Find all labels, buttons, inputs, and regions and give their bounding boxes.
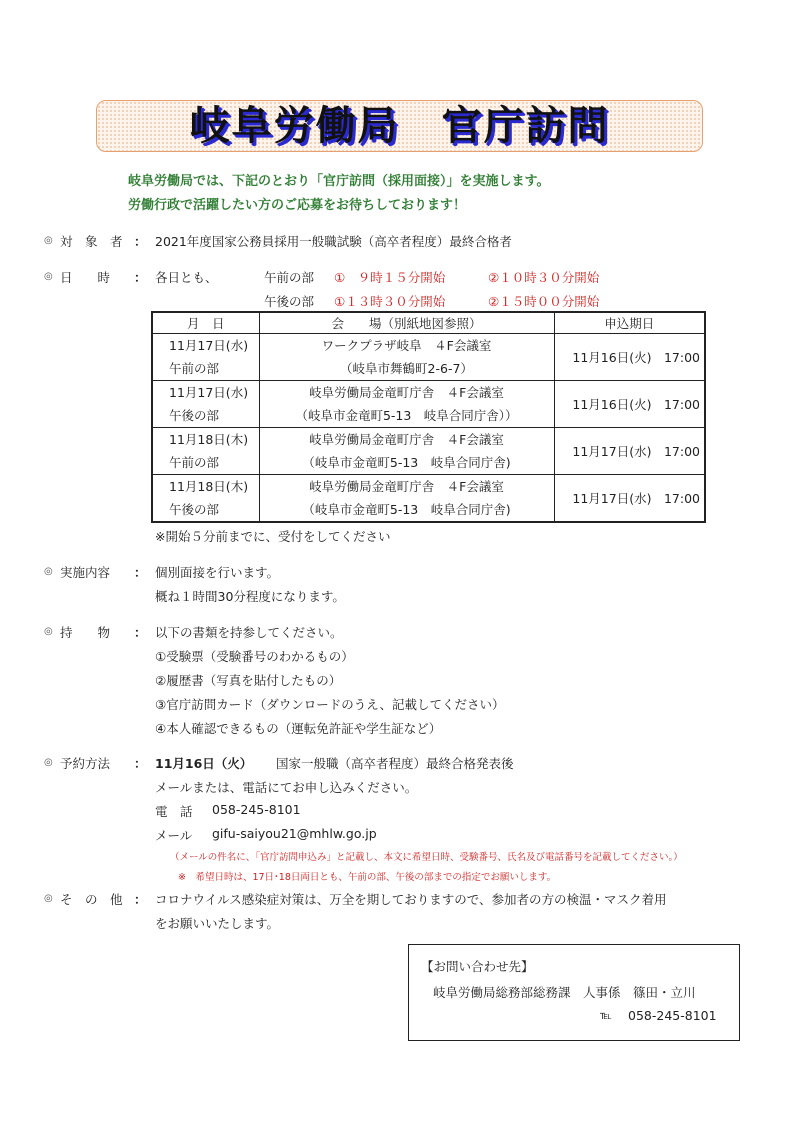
venue-cell [259,334,554,381]
intro-line-2: 労働行政で活躍したい方のご応募をお待ちしております！ [128,198,467,213]
other-line-1: コロナウイルス感染症対策は、万全を期しておりますので、参加者の方の検温・マスク着用 [155,892,667,907]
venue-address: （岐阜市金竜町5-13 岐阜合同庁舎）） [295,408,518,423]
list-item: ④本人確認できるもの（運転免許証や学生証など） [155,721,442,736]
content-label: 実施内容 [60,565,111,580]
mail-label: メール [155,828,193,843]
session: 午後の部 [169,502,220,517]
date-note: ※ 希望日時は、17日･18日両日とも、午前の部、午後の部までの指定でお願いします。 [178,872,557,883]
header-venue: 会 場（別紙地図参照） [259,312,554,334]
header-deadline: 申込期日 [554,312,705,334]
datetime-prefix: 各日とも、 [155,270,218,285]
reservation-date-note: 国家一般職（高卒者程度）最終合格発表後 [276,756,514,771]
reservation-method: メールまたは、電話にてお申し込みください。 [155,780,418,795]
venue-address: （岐阜市金竜町5-13 岐阜合同庁舎) [302,502,511,517]
colon: ： [134,234,147,249]
bullet-icon: ◎ [44,757,53,768]
content-line-1: 個別面接を行います。 [155,565,280,580]
other-line-2: をお願いいたします。 [155,916,280,931]
venue-address: （岐阜市舞鶴町2-6-7） [340,361,473,376]
pm-label: 午後の部 [264,294,315,309]
session: 午前の部 [169,455,220,470]
list-item: ①受験票（受験番号のわかるもの） [155,649,354,664]
deadline-cell: 11月17日(水) 17:00 [554,428,705,475]
venue-name: 岐阜労働局金竜町庁舎 ４F会議室 [309,432,504,447]
date-cell [152,475,259,523]
table-header-row [152,312,705,334]
list-item: ③官庁訪問カード（ダウンロードのうえ、記載してください） [155,697,505,712]
am-slot-1: ① ９時１５分開始 [334,270,446,285]
reservation-date: 11月16日（火） [155,756,253,771]
table-note: ※開始５分前までに、受付をしてください [155,529,391,544]
venue-name: ワークプラザ岐阜 ４F会議室 [321,338,492,353]
date: 11月17日(水) [169,385,249,400]
page-title: 岐阜労働局 官庁訪問 [189,103,610,149]
contact-department: 岐阜労働局総務部総務課 人事係 篠田・立川 [433,985,696,1000]
colon: ： [134,892,147,907]
venue-cell [259,475,554,523]
intro-line-1: 岐阜労働局では、下記のとおり「官庁訪問（採用面接）」を実施します。 [128,174,550,189]
session: 午後の部 [169,408,220,423]
bullet-icon: ◎ [44,893,53,904]
target-text: 2021年度国家公務員採用一般職試験（高卒者程度）最終合格者 [155,234,512,249]
contact-title: 【お問い合わせ先】 [421,959,534,974]
phone-number: 058-245-8101 [212,802,301,817]
datetime-label: 日 時 [60,270,111,285]
colon: ： [134,756,147,771]
target-label: 対 象 者 [60,234,123,249]
date-cell [152,428,259,475]
bullet-icon: ◎ [44,271,53,282]
date-cell [152,334,259,381]
deadline-cell: 11月17日(水) 17:00 [554,475,705,523]
colon: ： [134,270,147,285]
header-date: 月 日 [152,312,259,334]
tel-icon: ℡ [600,1009,612,1022]
deadline-cell: 11月16日(火) 17:00 [554,381,705,428]
reservation-label: 予約方法 [60,756,111,771]
pm-slot-1: ①１３時３０分開始 [334,294,446,309]
table-row [152,334,705,381]
am-label: 午前の部 [264,270,315,285]
content-line-2: 概ね１時間30分程度になります。 [155,589,345,604]
phone-label: 電 話 [155,804,193,819]
deadline-cell: 11月16日(火) 17:00 [554,334,705,381]
mail-note: （メールの件名に、「官庁訪問申込み」と記載し、本文に希望日時、受験番号、氏名及び電話番号を記載してください。） [170,852,683,863]
table-row [152,381,705,428]
pm-slot-2: ②１５時００分開始 [488,294,600,309]
bullet-icon: ◎ [44,235,53,246]
items-label: 持 物 [60,625,111,640]
items-intro: 以下の書類を持参してください。 [155,625,343,640]
other-label: そ の 他 [60,892,123,907]
date: 11月18日(木) [169,479,249,494]
table-row [152,475,705,523]
colon: ： [134,625,147,640]
table-row [152,428,705,475]
mail-address: gifu-saiyou21@mhlw.go.jp [212,826,377,841]
contact-phone: 058-245-8101 [628,1008,717,1023]
venue-cell [259,381,554,428]
venue-address: （岐阜市金竜町5-13 岐阜合同庁舎) [302,455,511,470]
bullet-icon: ◎ [44,566,53,577]
venue-name: 岐阜労働局金竜町庁舎 ４F会議室 [309,385,504,400]
bullet-icon: ◎ [44,626,53,637]
venue-name: 岐阜労働局金竜町庁舎 ４F会議室 [309,479,504,494]
am-slot-2: ②１０時３０分開始 [488,270,600,285]
date: 11月17日(水) [169,338,249,353]
schedule-table [151,311,706,523]
date-cell [152,381,259,428]
colon: ： [134,565,147,580]
venue-cell [259,428,554,475]
session: 午前の部 [169,361,220,376]
list-item: ②履歴書（写真を貼付したもの） [155,673,342,688]
date: 11月18日(木) [169,432,249,447]
